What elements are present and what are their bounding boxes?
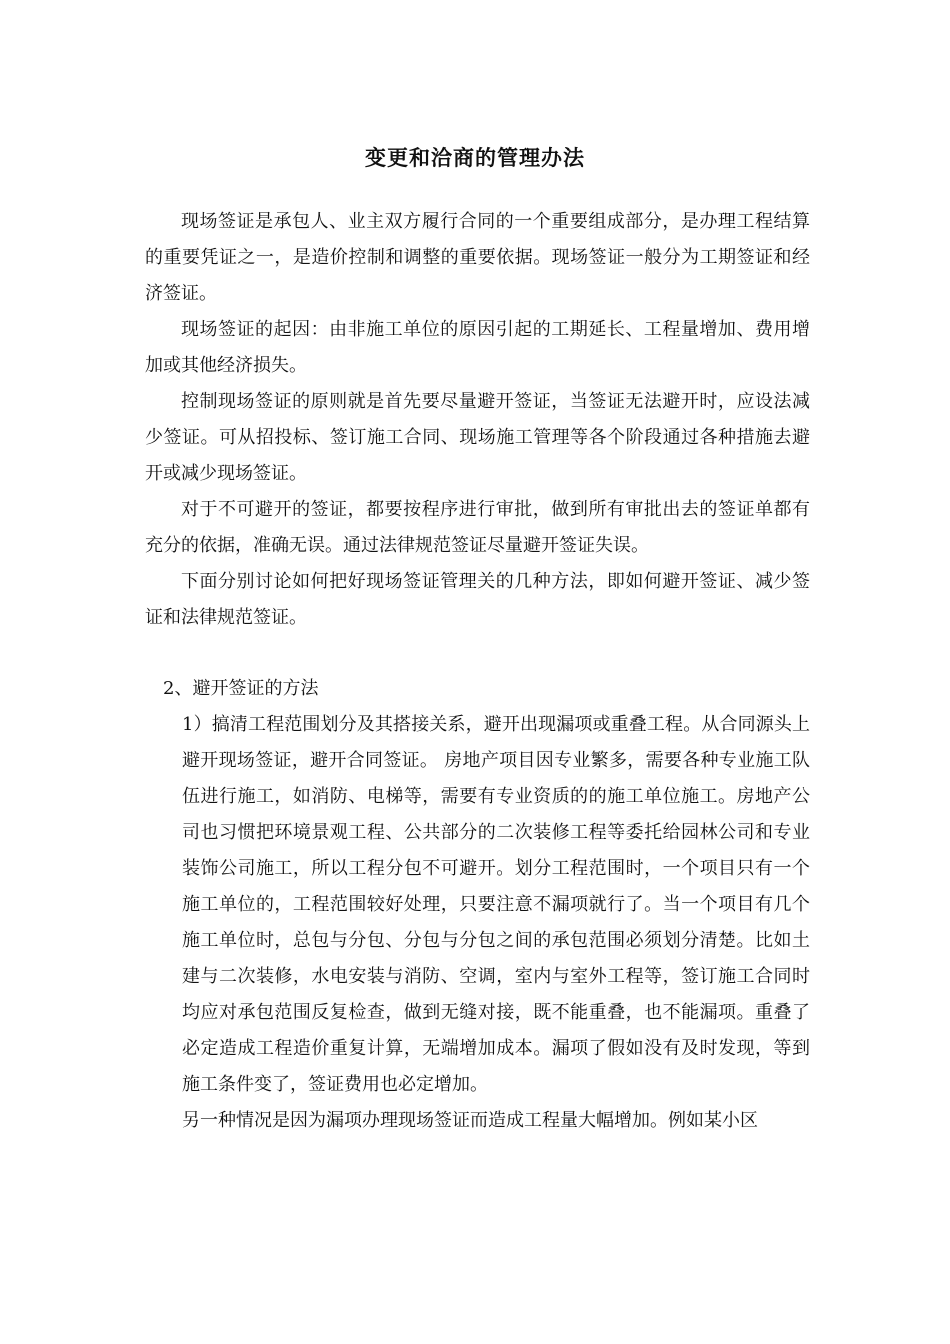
intro-section — [145, 204, 810, 636]
paragraph: 下面分别讨论如何把好现场签证管理关的几种方法，即如何避开签证、减少签证和法律规范签证。 — [145, 571, 810, 628]
paragraph: 另一种情况是因为漏项办理现场签证而造成工程量大幅增加。例如某小区 — [182, 1110, 758, 1131]
document-title: 变更和洽商的管理办法 — [365, 145, 585, 170]
paragraph: 现场签证的起因：由非施工单位的原因引起的工期延长、工程量增加、费用增加或其他经济损失。 — [145, 319, 810, 376]
section-body — [182, 707, 810, 1139]
paragraph: 对于不可避开的签证，都要按程序进行审批，做到所有审批出去的签证单都有充分的依据，准确无误。通过法律规范签证尽量避开签证失误。 — [145, 499, 810, 556]
paragraph: 1）搞清工程范围划分及其搭接关系，避开出现漏项或重叠工程。从合同源头上避开现场签证，避开合同签证。 房地产项目因专业繁多，需要各种专业施工队伍进行施工，如消防、电梯等，需要有专业资质的的施工单位施工。房地产公司也习惯把环境景观工程、公共部分的二次装修工程等委托给园林公司和专业装饰公司施工，所以工程分包不可避开。划分工程范围时，一个项目只有一个施工单位的，工程范围较好处理，只要注意不漏项就行了。当一个项目有几个施工单位时，总包与分包、分包与分包之间的承包范围必须划分清楚。比如土建与二次装修，水电安装与消防、空调，室内与室外工程等，签订施工合同时均应对承包范围反复检查，做到无缝对接，既不能重叠，也不能漏项。重叠了必定造成工程造价重复计算，无端增加成本。漏项了假如没有及时发现，等到施工条件变了，签证费用也必定增加。 — [182, 714, 810, 1095]
paragraph: 控制现场签证的原则就是首先要尽量避开签证，当签证无法避开时，应设法减少签证。可从招投标、签订施工合同、现场施工管理等各个阶段通过各种措施去避开或减少现场签证。 — [145, 391, 810, 484]
paragraph: 现场签证是承包人、业主双方履行合同的一个重要组成部分，是办理工程结算的重要凭证之一，是造价控制和调整的重要依据。现场签证一般分为工期签证和经济签证。 — [145, 211, 810, 304]
section-heading: 2、避开签证的方法 — [163, 678, 319, 699]
